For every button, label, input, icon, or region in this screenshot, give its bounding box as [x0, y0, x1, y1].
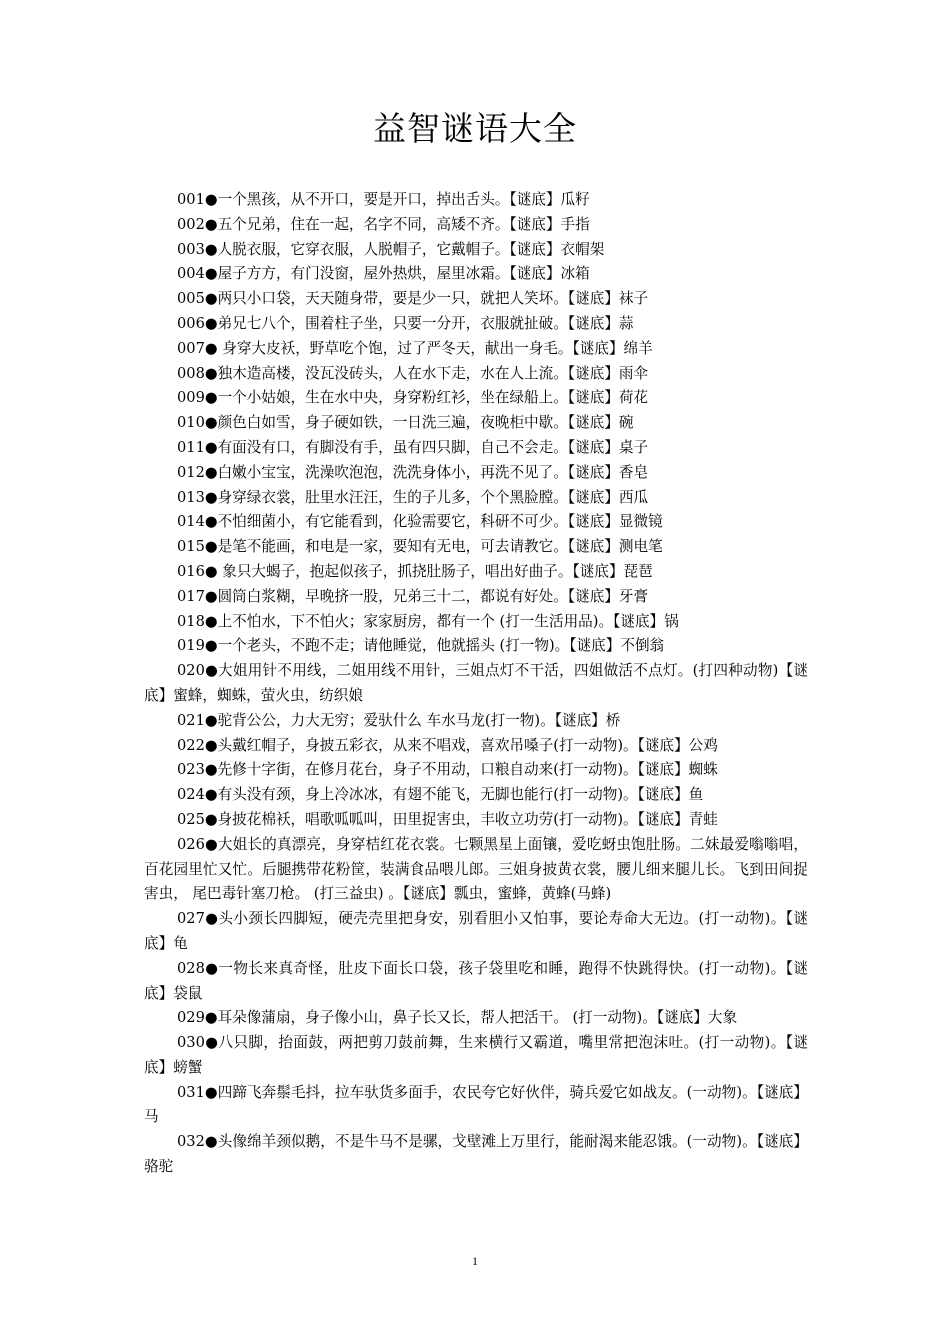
riddle-item: 011●有面没有口，有脚没有手，虽有四只脚，自己不会走。【谜底】桌子	[177, 438, 649, 456]
riddle-item: 013●身穿绿衣裳，肚里水汪汪，生的子儿多，个个黑脸膛。【谜底】西瓜	[177, 488, 649, 506]
riddle-item: 005●两只小口袋，天天随身带，要是少一只，就把人笑坏。【谜底】袜子	[177, 290, 649, 308]
riddle-item: 016● 象只大蝎子，抱起似孩子，抓挠肚肠子，唱出好曲子。【谜底】琵琶	[177, 562, 653, 580]
riddle-item: 006●弟兄七八个，围着柱子坐，只要一分开，衣服就扯破。【谜底】蒜	[177, 314, 634, 332]
riddle-item: 004●屋子方方，有门没窗，屋外热烘，屋里冰霜。【谜底】冰箱	[177, 265, 590, 283]
riddle-item: 010●颜色白如雪，身子硬如铁，一日洗三遍，夜晚柜中歇。【谜底】碗	[177, 414, 634, 432]
riddle-list	[144, 188, 808, 1180]
riddle-item: 028●一物长来真奇怪，肚皮下面长口袋，孩子袋里吃和睡，跑得不快跳得快。(打一动物)。【谜底】袋鼠	[144, 959, 808, 1002]
riddle-item: 023●先修十字街，在修月花台，身子不用动，口粮自动来(打一动物)。【谜底】蜘蛛	[177, 761, 718, 779]
riddle-item: 031●四蹄飞奔鬃毛抖，拉车驮货多面手，农民夸它好伙伴，骑兵爱它如战友。(一动物)。【谜底】马	[144, 1083, 808, 1126]
riddle-item: 012●白嫩小宝宝，洗澡吹泡泡，洗洗身体小，再洗不见了。【谜底】香皂	[177, 463, 649, 481]
riddle-item: 001●一个黑孩，从不开口，要是开口，掉出舌头。【谜底】瓜籽	[177, 191, 590, 208]
riddle-item: 027●头小颈长四脚短，硬壳壳里把身安，别看胆小又怕事，要论寿命大无边。(打一动物)。【谜底】龟	[144, 910, 808, 952]
riddle-item: 018●上不怕水，下不怕火；家家厨房，都有一个 (打一生活用品)。【谜底】锅	[177, 612, 679, 630]
riddle-item: 024●有头没有颈，身上冷冰冰，有翅不能飞，无脚也能行(打一动物)。【谜底】鱼	[177, 786, 704, 804]
riddle-item: 003●人脱衣服，它穿衣服，人脱帽子，它戴帽子。【谜底】衣帽架	[177, 240, 605, 258]
riddle-item: 032●头像绵羊颈似鹅，不是牛马不是骡，戈壁滩上万里行，能耐渴来能忍饿。(一动物)。【谜底】骆驼	[144, 1133, 808, 1176]
riddle-item: 029●耳朵像蒲扇，身子像小山，鼻子长又长，帮人把活干。 (打一动物)。【谜底】大象	[177, 1009, 738, 1027]
riddle-item: 030●八只脚，抬面鼓，两把剪刀鼓前舞，生来横行又霸道，嘴里常把泡沫吐。(打一动物)。【谜底】螃蟹	[144, 1034, 808, 1076]
riddle-item: 020●大姐用针不用线，二姐用线不用针，三姐点灯不干活，四姐做活不点灯。(打四种动物)【谜底】蜜蜂，蜘蛛，萤火虫，纺织娘	[144, 662, 808, 704]
riddle-item: 022●头戴红帽子，身披五彩衣，从来不唱戏，喜欢吊嗓子(打一动物)。【谜底】公鸡	[177, 736, 718, 754]
riddle-item: 019●一个老头，不跑不走；请他睡觉，他就摇头 (打一物)。【谜底】不倒翁	[177, 637, 665, 655]
riddle-item: 014●不怕细菌小，有它能看到，化验需要它，科研不可少。【谜底】显微镜	[177, 513, 663, 531]
page-title: 益智谜语大全	[373, 109, 577, 148]
riddle-item: 002●五个兄弟，住在一起，名字不同，高矮不齐。【谜底】手指	[177, 215, 590, 233]
riddle-item: 015●是笔不能画，和电是一家，要知有无电，可去请教它。【谜底】测电笔	[177, 538, 663, 556]
riddle-item: 025●身披花棉袄，唱歌呱呱叫，田里捉害虫，丰收立功劳(打一动物)。【谜底】青蛙	[177, 810, 718, 828]
riddle-item: 017●圆筒白浆糊，早晚挤一股，兄弟三十二，都说有好处。【谜底】牙膏	[177, 587, 649, 605]
riddle-item: 009●一个小姑娘，生在水中央，身穿粉红衫，坐在绿船上。【谜底】荷花	[177, 389, 649, 407]
riddle-item: 008●独木造高楼，没瓦没砖头，人在水下走，水在人上流。【谜底】雨伞	[177, 364, 649, 382]
riddle-item: 021●驼背公公，力大无穷；爱驮什么 车水马龙(打一物)。【谜底】桥	[177, 711, 621, 729]
riddle-item: 007● 身穿大皮袄，野草吃个饱，过了严冬天，献出一身毛。【谜底】绵羊	[177, 339, 653, 357]
riddle-item: 026●大姐长的真漂亮，身穿桔红花衣裳。七颗黑星上面镶，爱吃蚜虫饱肚肠。二妹最爱嗡嗡唱， 百花园里忙又忙。后腿携带花粉筐，装满食品喂儿郎。三姐身披黄衣裳，腰儿细来腿儿长。飞到田间捉害虫， 尾巴毒针塞刀枪。 (打三益虫) 。【谜底】瓢虫，蜜蜂，黄蜂(马蜂)	[144, 835, 808, 903]
page-number: 1	[472, 1254, 478, 1268]
